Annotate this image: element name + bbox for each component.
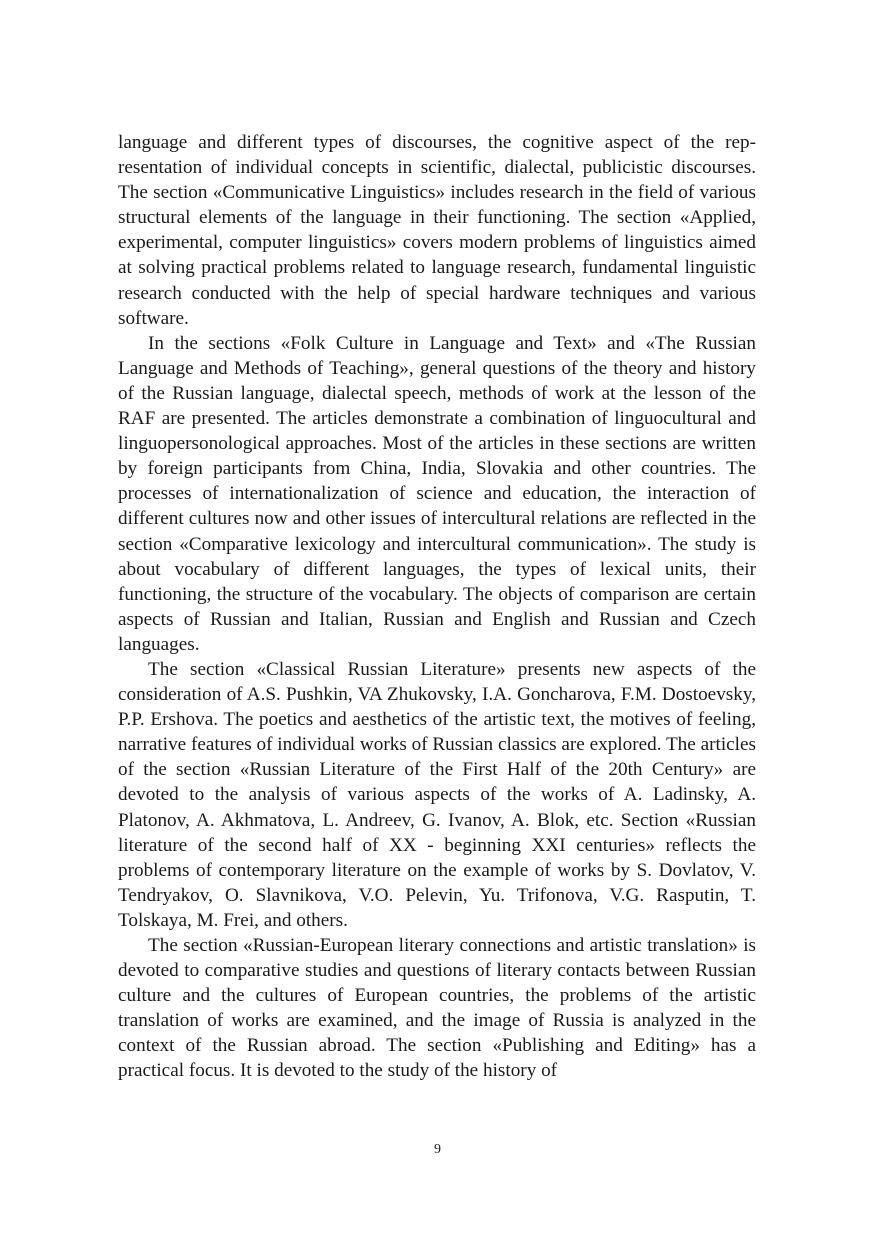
paragraph-classical-literature: The section «Classical Russian Literature» presents new aspects of the consideration of A.S. Pushkin, VA Zhukovsky, I.A. Goncharova, F.M. Dostoevsky, P.P. Ershova. The poetics and aesthetics of the artistic text, the motives of feeling, narrative features of individual works of Russian classics are explored. The articles of the section «Russian Literature of the First Half of the 20th Century» are devoted to the analysis of various aspects of the works of A. Ladinsky, A. Platonov, A. Akhmatova, L. Andreev, G. Ivanov, A. Blok, etc. Section «Russian literature of the second half of XX - beginning XXI centuries» reflects the problems of contemporary literature on the example of works by S. Dovlatov, V. Tendryakov, O. Slavnikova, V.O. Pelevin, Yu. Trifonova, V.G. Rasputin, T. Tolskaya, M. Frei, and others.	[118, 658, 756, 931]
page-number: 9	[434, 1142, 441, 1157]
paragraph-continuation: language and different types of discourses, the cognitive aspect of the representation of individual concepts in scientific, dialectal, publicistic discourses. The section «Communicative Linguistics» includes research in the field of various structural elements of the language in their functioning. The section «Applied, experimental, computer linguistics» covers modern problems of linguistics aimed at solving practical problems related to language research, fundamental linguistic research conducted with the help of special hardware techniques and various software.	[118, 132, 756, 329]
paragraph-folk-culture: In the sections «Folk Culture in Language and Text» and «The Russian Language and Methods of Teaching», general questions of the theory and history of the Russian language, dialectal speech, methods of work at the lesson of the RAF are presented. The articles demonstrate a combination of linguocultural and linguopersonological approaches. Most of the articles in these sections are written by foreign participants from China, India, Slovakia and other countries. The processes of internationalization of science and education, the interaction of different cultures now and other issues of intercultural relations are reflected in the section «Comparative lexicology and intercultural communication». The study is about vocabulary of different languages, the types of lexical units, their functioning, the structure of the vocabulary. The objects of comparison are certain aspects of Russian and Italian, Russian and English and Russian and Czech languages.	[118, 332, 756, 655]
body-text	[118, 130, 756, 1084]
paragraph-literary-connections: The section «Russian-European literary connections and artistic translation» is devoted to comparative studies and questions of literary contacts between Russian culture and the cultures of European countries, the problems of the artistic translation of works are examined, and the image of Russia is analyzed in the context of the Russian abroad. The section «Publishing and Editing» has a practical focus. It is devoted to the study of the history of	[118, 935, 756, 1082]
